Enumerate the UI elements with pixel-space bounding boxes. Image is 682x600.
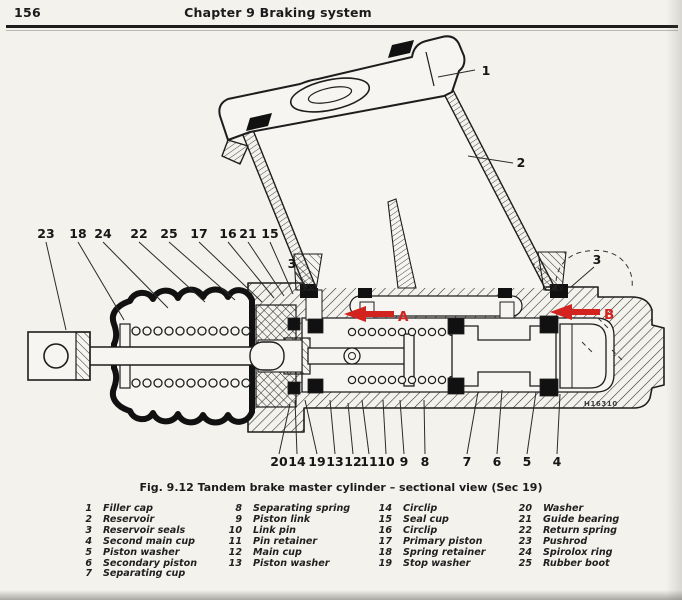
drawing-code: H16310 — [584, 400, 618, 408]
part-item: 14 Circlip — [378, 503, 438, 514]
page-number: 156 — [14, 5, 41, 20]
callout-13: 13 — [326, 454, 344, 469]
callout-3-left: 3 — [287, 256, 297, 271]
part-item: 9 Piston link — [235, 513, 311, 525]
part-item: 25 Rubber boot — [518, 557, 610, 569]
callout-20: 20 — [270, 454, 288, 469]
callout-22: 22 — [130, 226, 148, 241]
part-item: 18 Spring retainer — [378, 546, 486, 558]
part-item: 2 Reservoir — [85, 513, 155, 525]
part-item: 5 Piston washer — [85, 546, 180, 558]
callout-14: 14 — [288, 454, 306, 469]
flow-arrow-a-label: A — [398, 309, 409, 325]
pushrod-eye — [28, 332, 90, 380]
part-item: 12 Main cup — [228, 546, 302, 558]
part-item: 20 Washer — [518, 503, 584, 514]
flow-arrow-b-label: B — [604, 307, 615, 323]
callout-9: 9 — [399, 454, 409, 469]
part-item: 17 Primary piston — [378, 535, 483, 547]
callout-16: 16 — [219, 226, 237, 241]
cap-seal-right — [388, 40, 414, 58]
part-item: 15 Seal cup — [378, 513, 449, 525]
part-item: 6 Secondary piston — [85, 557, 198, 569]
part-item: 10 Link pin — [228, 524, 296, 536]
callout-7: 7 — [462, 454, 472, 469]
callout-5: 5 — [522, 454, 532, 469]
cap-corner-tab — [222, 140, 248, 164]
callout-17: 17 — [190, 226, 208, 241]
chapter-header: Chapter 9 Braking system — [184, 5, 372, 20]
callout-23: 23 — [37, 226, 55, 241]
callout-25: 25 — [160, 226, 178, 241]
callout-2: 2 — [516, 155, 526, 170]
callout-15: 15 — [261, 226, 279, 241]
callout-4: 4 — [552, 454, 562, 469]
part-item: 4 Second main cup — [85, 535, 196, 547]
figure-caption: Fig. 9.12 Tandem brake master cylinder – sectional view (Sec 19) — [139, 481, 543, 494]
part-item: 22 Return spring — [518, 524, 618, 536]
callout-11: 11 — [360, 454, 378, 469]
callout-6: 6 — [492, 454, 502, 469]
part-item: 7 Separating cup — [85, 568, 186, 580]
callout-24: 24 — [94, 226, 112, 241]
callout-19: 19 — [308, 454, 326, 469]
parts-list-column-3 — [366, 504, 486, 569]
callout-10: 10 — [377, 454, 395, 469]
part-item: 3 Reservoir seals — [85, 524, 186, 536]
part-item: 23 Pushrod — [518, 535, 588, 547]
part-item: 8 Separating spring — [235, 503, 351, 514]
callout-18: 18 — [69, 226, 87, 241]
callout-12: 12 — [344, 454, 362, 469]
part-item: 11 Pin retainer — [228, 535, 318, 547]
part-item: 16 Circlip — [378, 524, 438, 536]
parts-list-column-2 — [216, 504, 350, 569]
callout-1: 1 — [481, 63, 491, 78]
parts-list-column-1 — [66, 504, 197, 580]
part-item: 13 Piston washer — [228, 557, 330, 569]
callout-8: 8 — [420, 454, 430, 469]
part-item: 24 Spirolox ring — [518, 546, 613, 558]
parts-list-column-4 — [506, 504, 619, 569]
callout-3-right: 3 — [592, 252, 602, 267]
part-item: 21 Guide bearing — [518, 513, 620, 525]
part-item: 19 Stop washer — [378, 557, 471, 569]
part-item: 1 Filler cap — [85, 503, 154, 514]
second-main-cup — [560, 324, 606, 388]
callout-21: 21 — [239, 226, 257, 241]
